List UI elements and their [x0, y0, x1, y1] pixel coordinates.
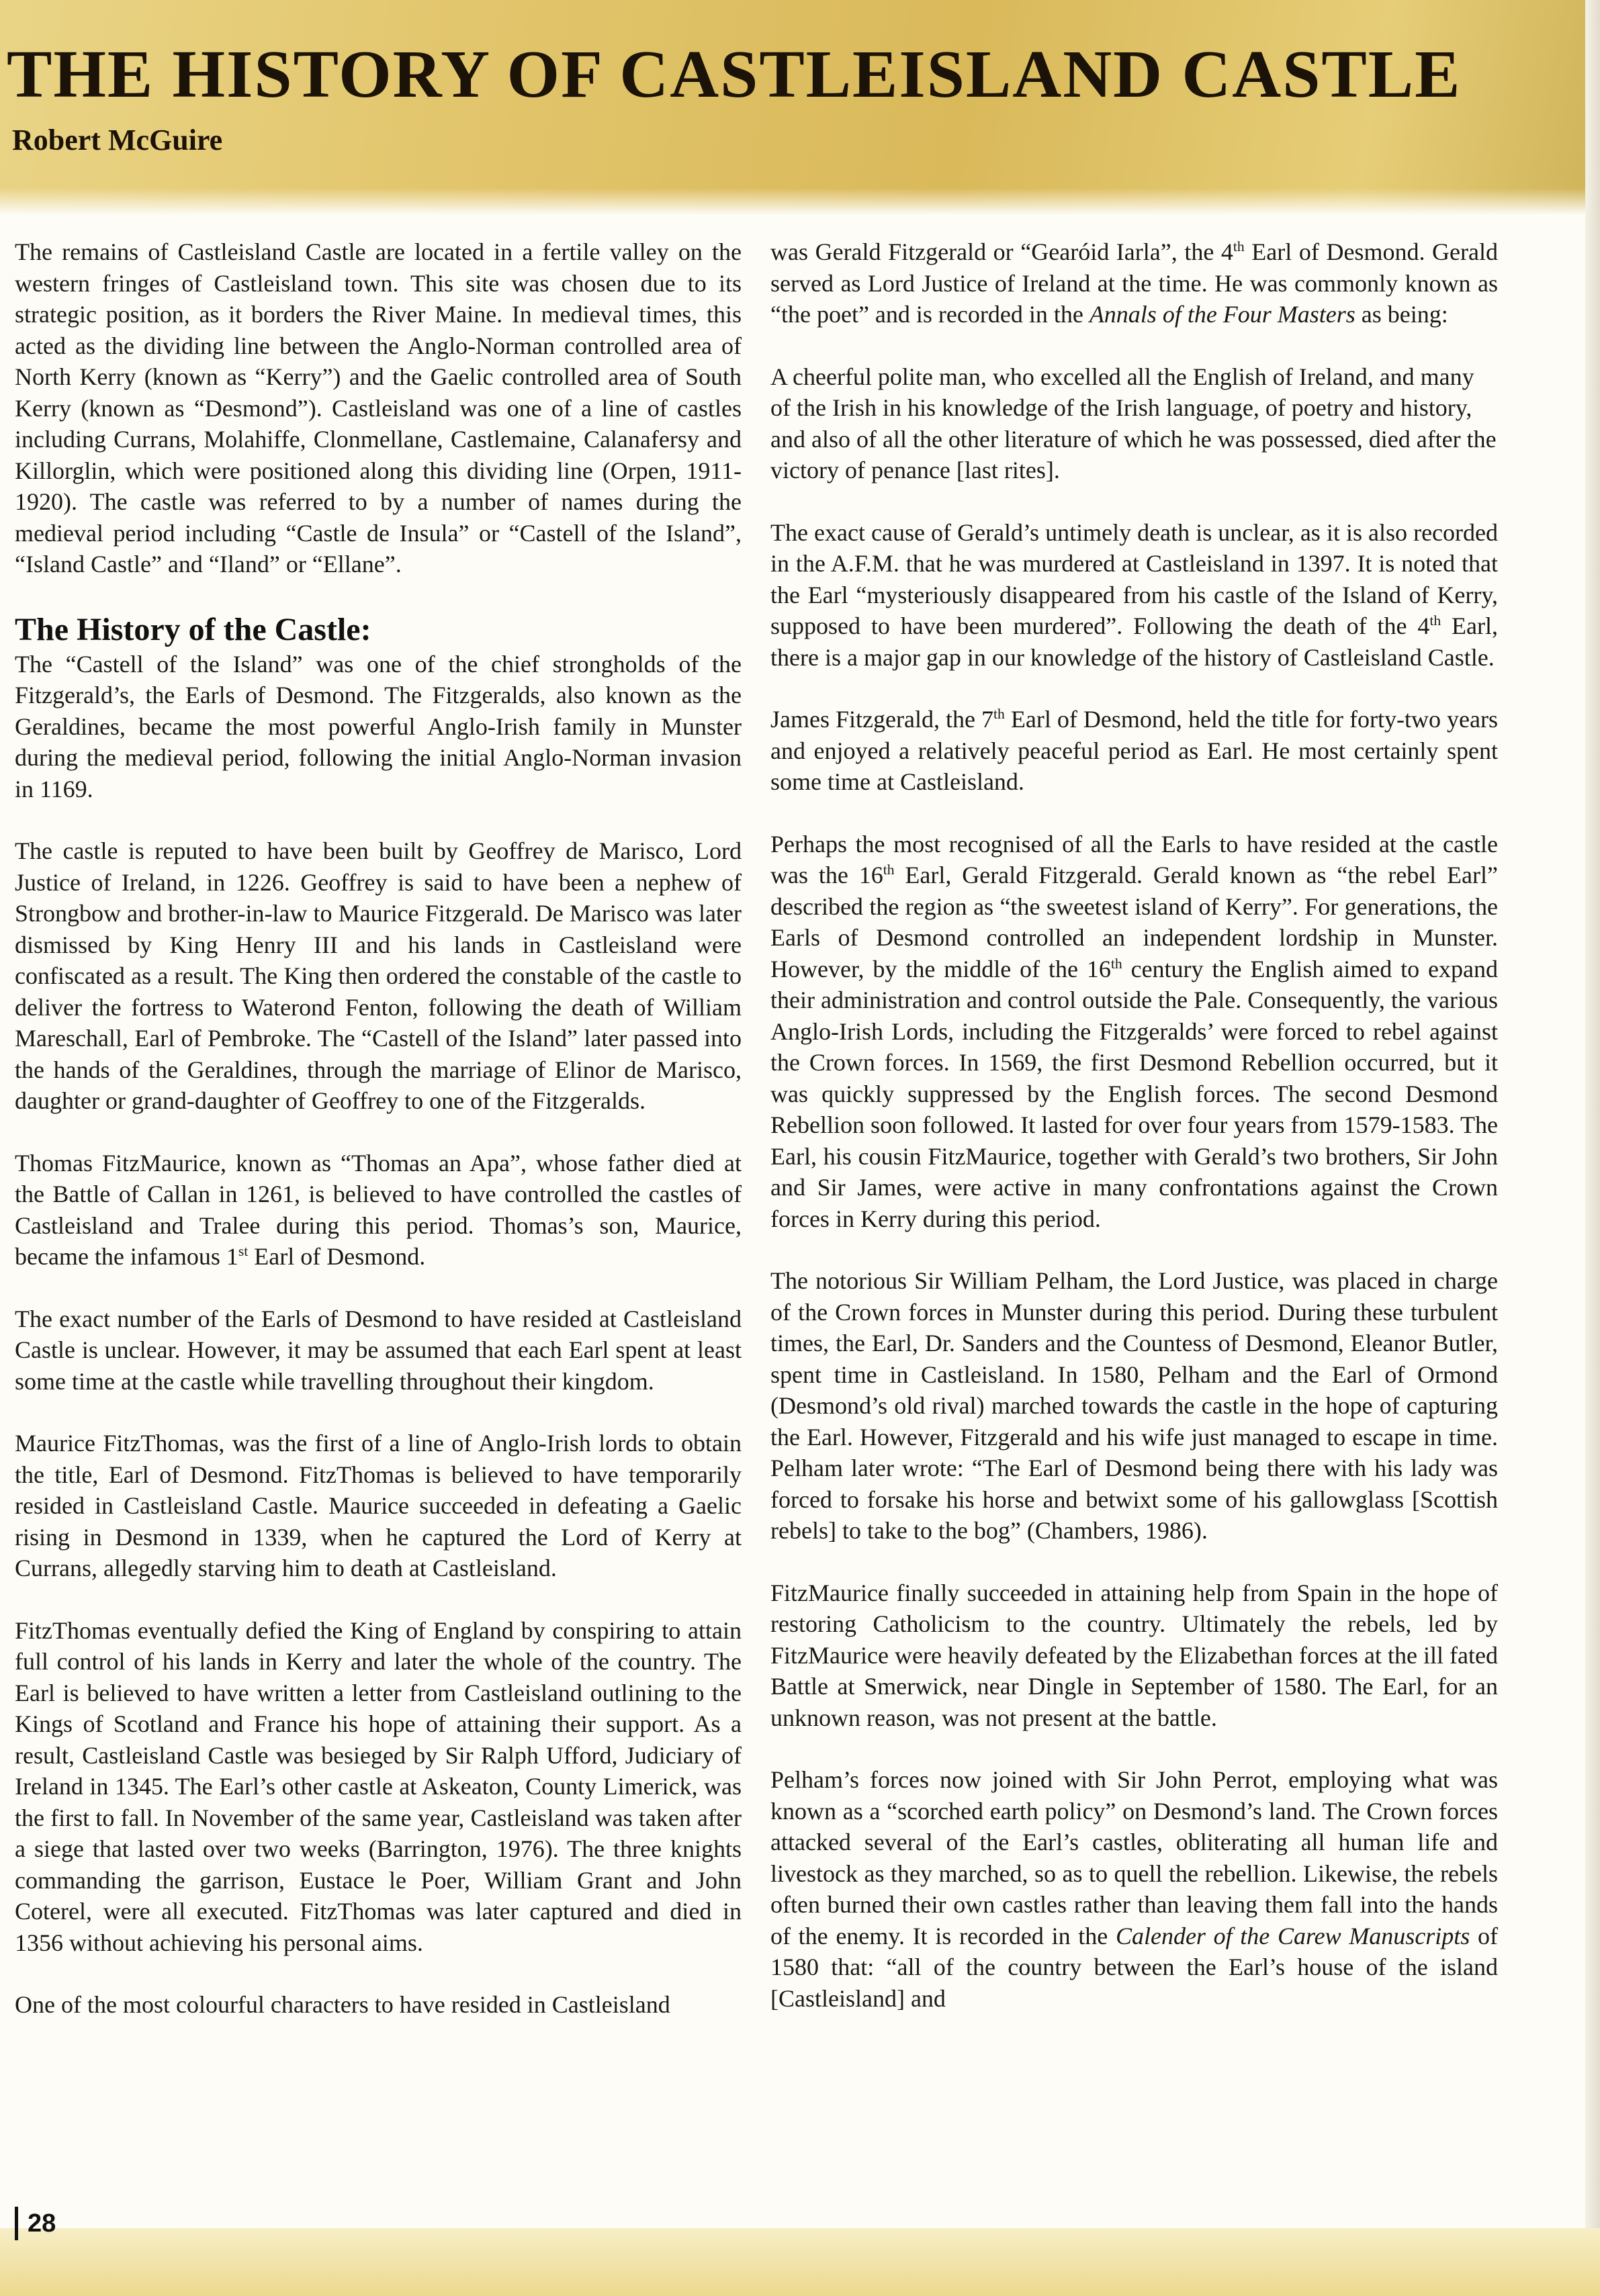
paragraph: Thomas FitzMaurice, known as “Thomas an Apa”, whose father died at the Battle of Callan in 1261, is believed to have controlled the castles of Castleisland and Tralee during this period. Thomas’s son, Maurice, became the infamous 1st Earl of Desmond. — [15, 1149, 742, 1270]
page-edge — [1585, 0, 1600, 2296]
intro-paragraph: The remains of Castleisland Castle are located in a fertile valley on the western fringes of Castleisland town. This site was chosen due to its strategic position, as it borders the River Maine. In medieval times, this acted as the dividing line between the Anglo-Norman controlled area of North Kerry (known as “Kerry”) and the Gaelic controlled area of South Kerry (known as “Desmond”). Castleisland was one of a line of castles including Currans, Molahiffe, Clonmellane, Castlemaine, Calanafersy and Killorglin, which were positioned along this dividing line (Orpen, 1911-1920). The castle was referred to by a number of names during the medieval period including “Castle de Insula” or “Castell of the Island”, “Island Castle” and “Iland” or “Ellane”. — [15, 238, 742, 578]
author-byline: Robert McGuire — [12, 124, 223, 156]
paragraph: James Fitzgerald, the 7th Earl of Desmond, held the title for forty-two years and enjoyed a relatively peaceful period as Earl. He most certainly spent some time at Castleisland. — [770, 706, 1498, 795]
paragraph: The exact number of the Earls of Desmond to have resided at Castleisland Castle is unclear. However, it may be assumed that each Earl spent at least some time at the castle while travelling throughout their kingdom. — [15, 1305, 742, 1395]
footer-band — [0, 2228, 1600, 2296]
paragraph: One of the most colourful characters to have resided in Castleisland — [15, 1991, 670, 2018]
article-title: THE HISTORY OF CASTLEISLAND CASTLE — [7, 36, 1462, 111]
block-quote: A cheerful polite man, who excelled all the English of Ireland, and many of the Irish in his knowledge of the Irish language, of poetry and history, and also of all the other literature of which he was possessed, died after the victory of penance [last rites]. — [770, 363, 1497, 484]
paragraph: was Gerald Fitzgerald or “Gearóid Iarla”, the 4th Earl of Desmond. Gerald served as Lord Justice of Ireland at the time. He was commonly known as “the poet” and is recorded in the Annals of the Four Masters as being: — [770, 238, 1498, 328]
paragraph: The exact cause of Gerald’s untimely death is unclear, as it is also recorded in the A.F.M. that he was murdered at Castleisland in 1397. It is noted that the Earl “mysteriously disappeared from his castle of the Island of Kerry, supposed to have been murdered”. Following the death of the 4th Earl, there is a major gap in our knowledge of the history of Castleisland Castle. — [770, 518, 1498, 671]
right-column — [770, 236, 1498, 2014]
page-number: 28 — [15, 2207, 56, 2240]
left-column — [15, 236, 742, 2021]
paragraph: Perhaps the most recognised of all the Earls to have resided at the castle was the 16th Earl, Gerald Fitzgerald. Gerald known as “the rebel Earl” described the region as “the sweetest island of Kerry”. For generations, the Earls of Desmond controlled an independent lordship in Munster. However, by the middle of the 16th century the English aimed to expand their administration and control outside the Pale. Consequently, the various Anglo-Irish Lords, including the Fitzgeralds’ were forced to rebel against the Crown forces. In 1569, the first Desmond Rebellion occurred, but it was quickly suppressed by the English forces. The second Desmond Rebellion soon followed. It lasted for over four years from 1579-1583. The Earl, his cousin FitzMaurice, together with Gerald’s two brothers, Sir John and Sir James, were active in many confrontations against the Crown forces in Kerry during this period. — [770, 830, 1498, 1232]
paragraph: FitzMaurice finally succeeded in attaining help from Spain in the hope of restoring Catholicism to the country. Ultimately the rebels, led by FitzMaurice were heavily defeated by the Elizabethan forces at the ill fated Battle at Smerwick, near Dingle in September of 1580. The Earl, for an unknown reason, was not present at the battle. — [770, 1579, 1498, 1731]
section-heading: The History of the Castle: — [15, 611, 371, 647]
header-banner — [0, 0, 1600, 215]
paragraph: The castle is reputed to have been built by Geoffrey de Marisco, Lord Justice of Ireland, in 1226. Geoffrey is said to have been a nephew of Strongbow and brother-in-law to Maurice Fitzgerald. De Marisco was later dismissed by King Henry III and his lands in Castleisland were confiscated as a result. The King then ordered the constable of the castle to deliver the fortress to Waterond Fenton, following the death of William Mareschall, Earl of Pembroke. The “Castell of the Island” later passed into the hands of the Geraldines, through the marriage of Elinor de Marisco, daughter or grand-daughter of Geoffrey to one of the Fitzgeralds. — [15, 837, 742, 1114]
paragraph: FitzThomas eventually defied the King of England by conspiring to attain full control of his lands in Kerry and later the whole of the country. The Earl is believed to have written a letter from Castleisland outlining to the Kings of Scotland and France his hope of attaining their support. As a result, Castleisland Castle was besieged by Sir Ralph Ufford, Judiciary of Ireland in 1345. The Earl’s other castle at Askeaton, County Limerick, was the first to fall. In November of the same year, Castleisland was taken after a siege that lasted over two weeks (Barrington, 1976). The three knights commanding the garrison, Eustace le Poer, William Grant and John Coterel, were all executed. FitzThomas was later captured and died in 1356 without achieving his personal aims. — [15, 1616, 742, 1956]
paragraph: The “Castell of the Island” was one of the chief strongholds of the Fitzgerald’s, the Earls of Desmond. The Fitzgeralds, also known as the Geraldines, became the most powerful Anglo-Irish family in Munster during the medieval period, following the initial Anglo-Norman invasion in 1169. — [15, 650, 742, 802]
paragraph: Maurice FitzThomas, was the first of a line of Anglo-Irish lords to obtain the title, Earl of Desmond. FitzThomas is believed to have temporarily resided in Castleisland Castle. Maurice succeeded in defeating a Gaelic rising in Desmond in 1339, when he captured the Lord of Kerry at Currans, allegedly starving him to death at Castleisland. — [15, 1430, 742, 1581]
paragraph: The notorious Sir William Pelham, the Lord Justice, was placed in charge of the Crown forces in Munster during this period. During these turbulent times, the Earl, Dr. Sanders and the Countess of Desmond, Eleanor Butler, spent time in Castleisland. In 1580, Pelham and the Earl of Ormond (Desmond’s old rival) marched towards the castle in the hope of capturing the Earl. However, Fitzgerald and his wife just managed to escape in time. Pelham later wrote: “The Earl of Desmond being there with his lady was forced to forsake his horse and betwixt some of his gallowglass [Scottish rebels] to take to the bog” (Chambers, 1986). — [770, 1267, 1498, 1544]
paragraph: Pelham’s forces now joined with Sir John Perrot, employing what was known as a “scorched earth policy” on Desmond’s land. The Crown forces attacked several of the Earl’s castles, obliterating all human life and livestock as they marched, so as to quell the rebellion. Likewise, the rebels often burned their own castles rather than leaving them fall into the hands of the enemy. It is recorded in the Calender of the Carew Manuscripts of 1580 that: “all of the country between the Earl’s house of the island [Castleisland] and — [770, 1766, 1498, 2012]
